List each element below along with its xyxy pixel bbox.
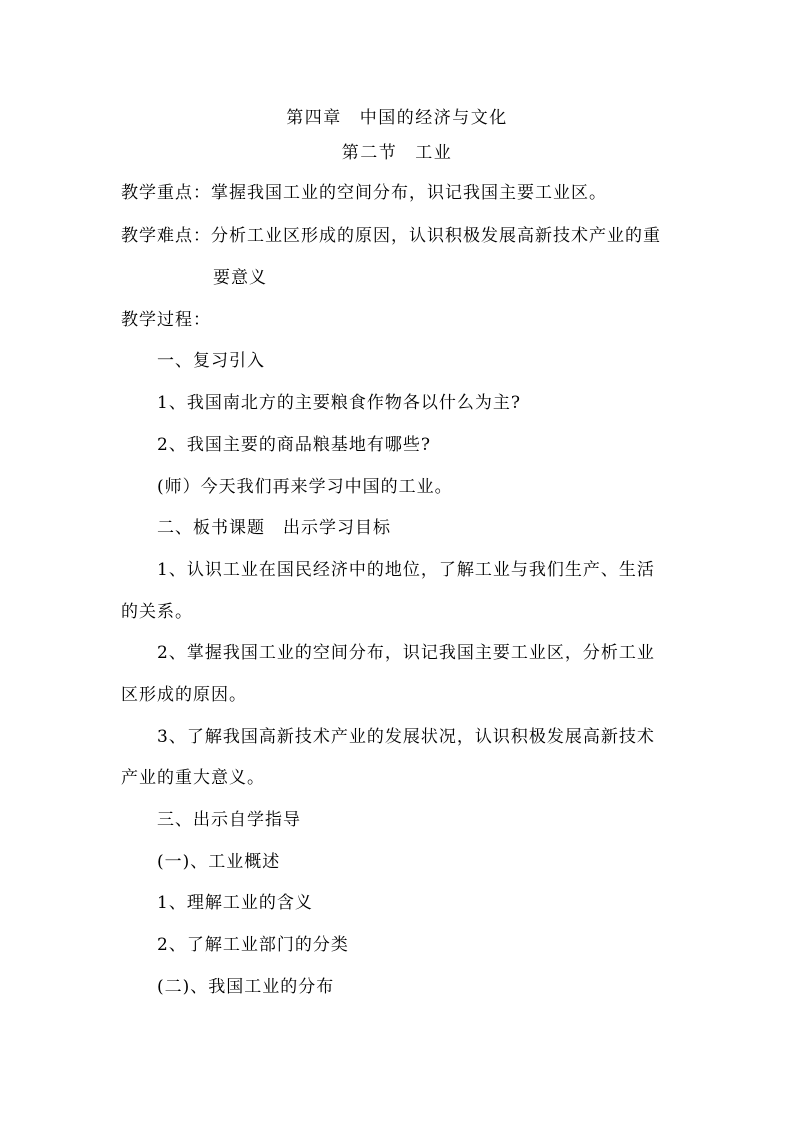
objective-3: 3、了解我国高新技术产业的发展状况，认识积极发展高新技术 — [157, 727, 655, 747]
objectives-part-2: 出示学习目标 — [283, 518, 391, 538]
subsection-industry-overview: (一)、工业概述 — [157, 852, 281, 872]
section-title: 工业 — [415, 143, 453, 163]
objective-1-continued: 的关系。 — [121, 602, 193, 622]
section-heading-review: 一、复习引入 — [157, 351, 265, 371]
teacher-remark: (师）今天我们再来学习中国的工业。 — [157, 477, 453, 497]
teaching-difficulty: 教学难点：分析工业区形成的原因，认识积极发展高新技术产业的重 — [121, 226, 661, 246]
review-question-2: 2、我国主要的商品粮基地有哪些? — [157, 435, 431, 455]
study-item-2: 2、了解工业部门的分类 — [157, 935, 349, 955]
chapter-title: 中国的经济与文化 — [359, 108, 508, 128]
section-number: 第二节 — [341, 143, 398, 163]
section-heading-self-study: 三、出示自学指导 — [157, 810, 301, 830]
objective-2: 2、掌握我国工业的空间分布，识记我国主要工业区，分析工业 — [157, 643, 655, 663]
objectives-part-1: 二、板书课题 — [157, 518, 265, 538]
objective-3-continued: 产业的重大意义。 — [121, 768, 265, 788]
chapter-heading — [0, 106, 794, 130]
chapter-number: 第四章 — [286, 108, 342, 128]
objective-1: 1、认识工业在国民经济中的地位，了解工业与我们生产、生活 — [157, 560, 655, 580]
teaching-focus: 教学重点：掌握我国工业的空间分布，识记我国主要工业区。 — [121, 183, 607, 203]
objective-2-continued: 区形成的原因。 — [121, 685, 247, 705]
subsection-industry-distribution: (二)、我国工业的分布 — [157, 977, 335, 997]
teaching-difficulty-continued: 要意义 — [213, 268, 267, 288]
review-question-1: 1、我国南北方的主要粮食作物各以什么为主? — [157, 393, 521, 413]
section-heading — [0, 141, 794, 165]
study-item-1: 1、理解工业的含义 — [157, 893, 313, 913]
section-heading-objectives — [157, 516, 391, 540]
teaching-process-label: 教学过程： — [121, 310, 211, 330]
